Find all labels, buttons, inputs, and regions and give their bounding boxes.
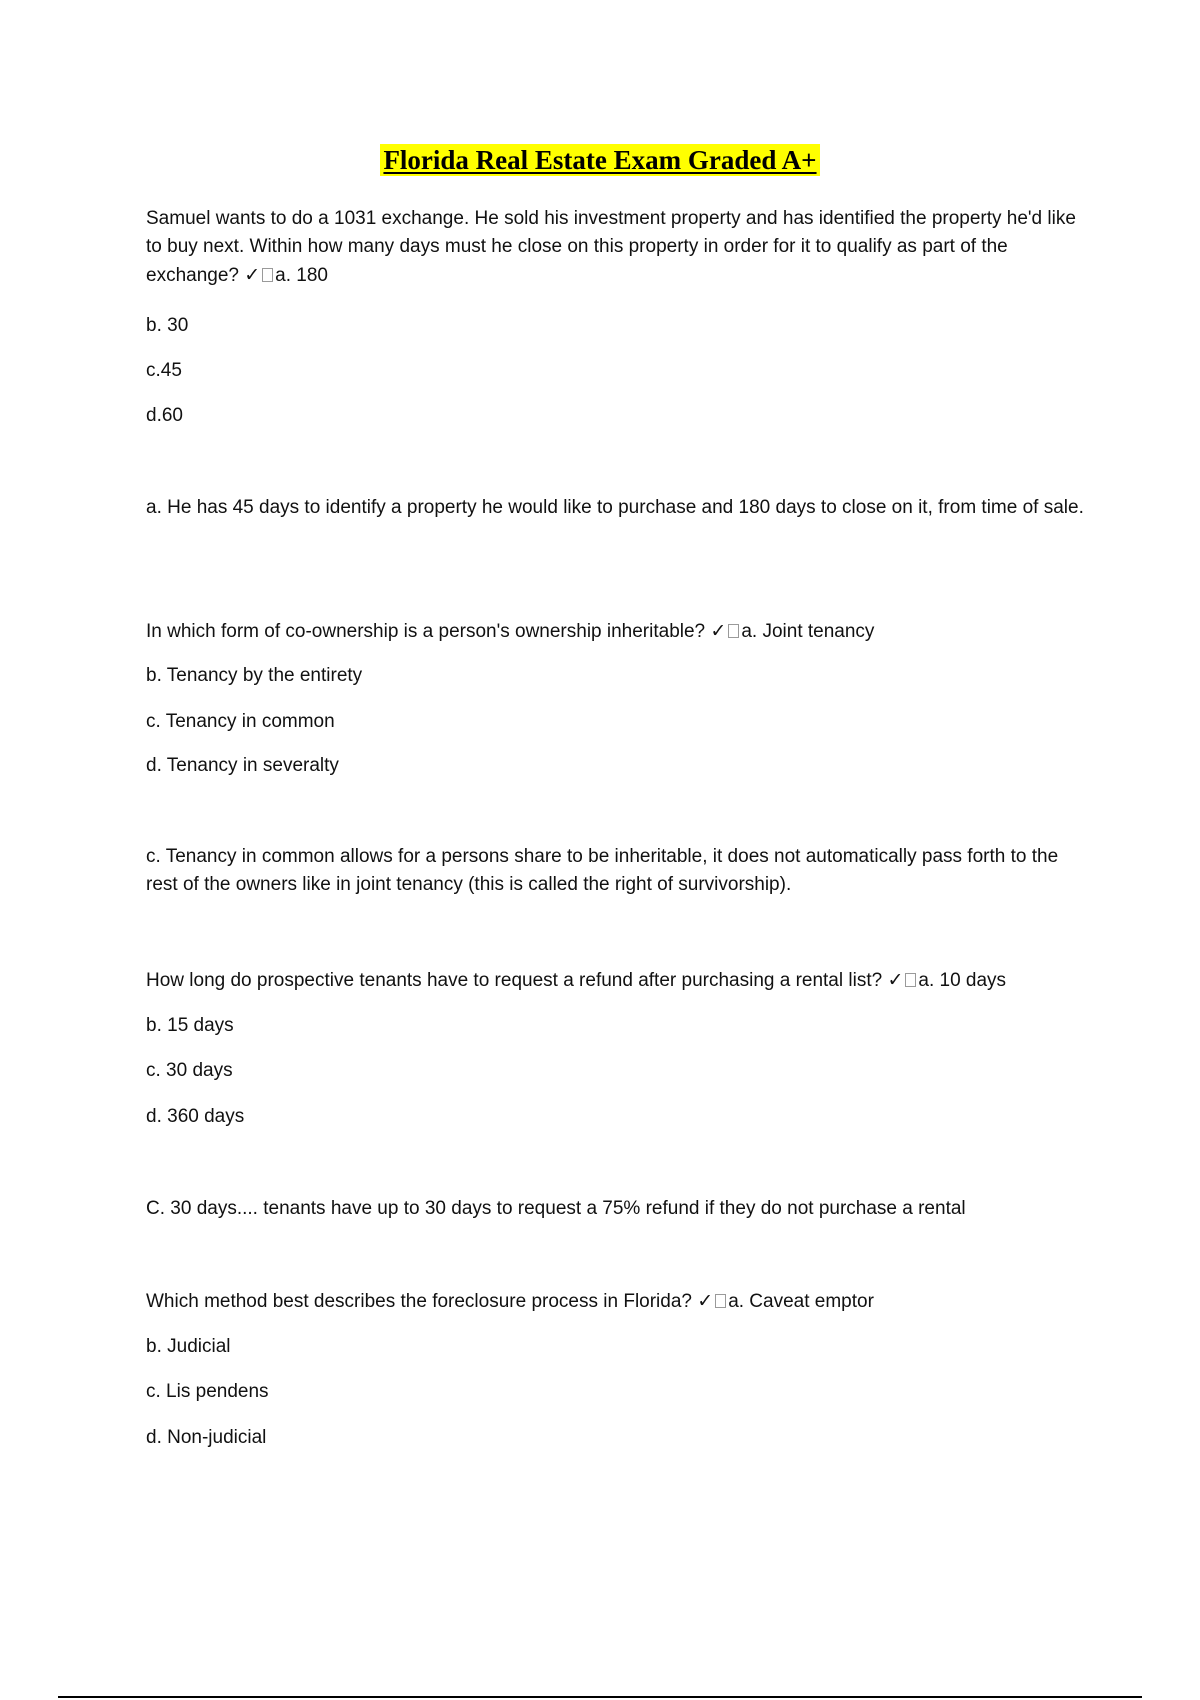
- question-4-option-a: a. Caveat emptor: [728, 1291, 874, 1312]
- question-1-option-d: d.60: [146, 405, 183, 426]
- question-2-option-a: a. Joint tenancy: [741, 621, 875, 642]
- checkbox-icon: [262, 268, 273, 282]
- document-title: Florida Real Estate Exam Graded A+: [380, 144, 819, 176]
- question-4-option-d: d. Non-judicial: [146, 1427, 267, 1448]
- question-1: [146, 205, 1086, 290]
- check-mark-icon: ✓: [710, 620, 727, 642]
- question-3-option-a: a. 10 days: [918, 970, 1007, 991]
- check-mark-icon: ✓: [244, 264, 261, 286]
- answer-3: C. 30 days.... tenants have up to 30 days to request a 75% refund if they do not purchase a rental: [146, 1198, 966, 1219]
- question-1-option-c: c.45: [146, 360, 182, 381]
- question-1-option-a: a. 180: [275, 265, 328, 286]
- checkbox-icon: [905, 973, 916, 987]
- answer-1: a. He has 45 days to identify a property he would like to purchase and 180 days to close on it, from time of sale.: [146, 497, 1084, 518]
- question-4-option-b: b. Judicial: [146, 1336, 231, 1357]
- answer-2: c. Tenancy in common allows for a persons share to be inheritable, it does not automatically pass forth to the rest of the owners like in joint tenancy (this is called the right of survivorship).: [146, 846, 1059, 895]
- question-2-option-b: b. Tenancy by the entirety: [146, 665, 363, 686]
- title-wrap: [0, 144, 1200, 176]
- question-2-text: In which form of co-ownership is a person's ownership inheritable?: [146, 621, 706, 642]
- question-3: [146, 966, 1086, 995]
- question-2-option-d: d. Tenancy in severalty: [146, 755, 339, 776]
- question-1-text: Samuel wants to do a 1031 exchange. He sold his investment property and has identified the property he'd like to buy next. Within how many days must he close on this property in order for it to qualify as part of the exchange?: [146, 208, 1076, 286]
- question-3-option-c: c. 30 days: [146, 1060, 233, 1081]
- checkbox-icon: [715, 1294, 726, 1308]
- question-3-option-b: b. 15 days: [146, 1015, 234, 1036]
- check-mark-icon: ✓: [697, 1290, 714, 1312]
- checkbox-icon: [728, 624, 739, 638]
- check-mark-icon: ✓: [887, 969, 904, 991]
- question-3-text: How long do prospective tenants have to request a refund after purchasing a rental list?: [146, 970, 883, 991]
- question-3-option-d: d. 360 days: [146, 1106, 245, 1127]
- question-2: [146, 617, 1086, 646]
- question-1-option-b: b. 30: [146, 315, 189, 336]
- question-4-option-c: c. Lis pendens: [146, 1381, 269, 1402]
- question-4-text: Which method best describes the foreclosure process in Florida?: [146, 1291, 692, 1312]
- question-4: [146, 1287, 1086, 1316]
- footer-divider: [58, 1696, 1142, 1698]
- question-2-option-c: c. Tenancy in common: [146, 711, 335, 732]
